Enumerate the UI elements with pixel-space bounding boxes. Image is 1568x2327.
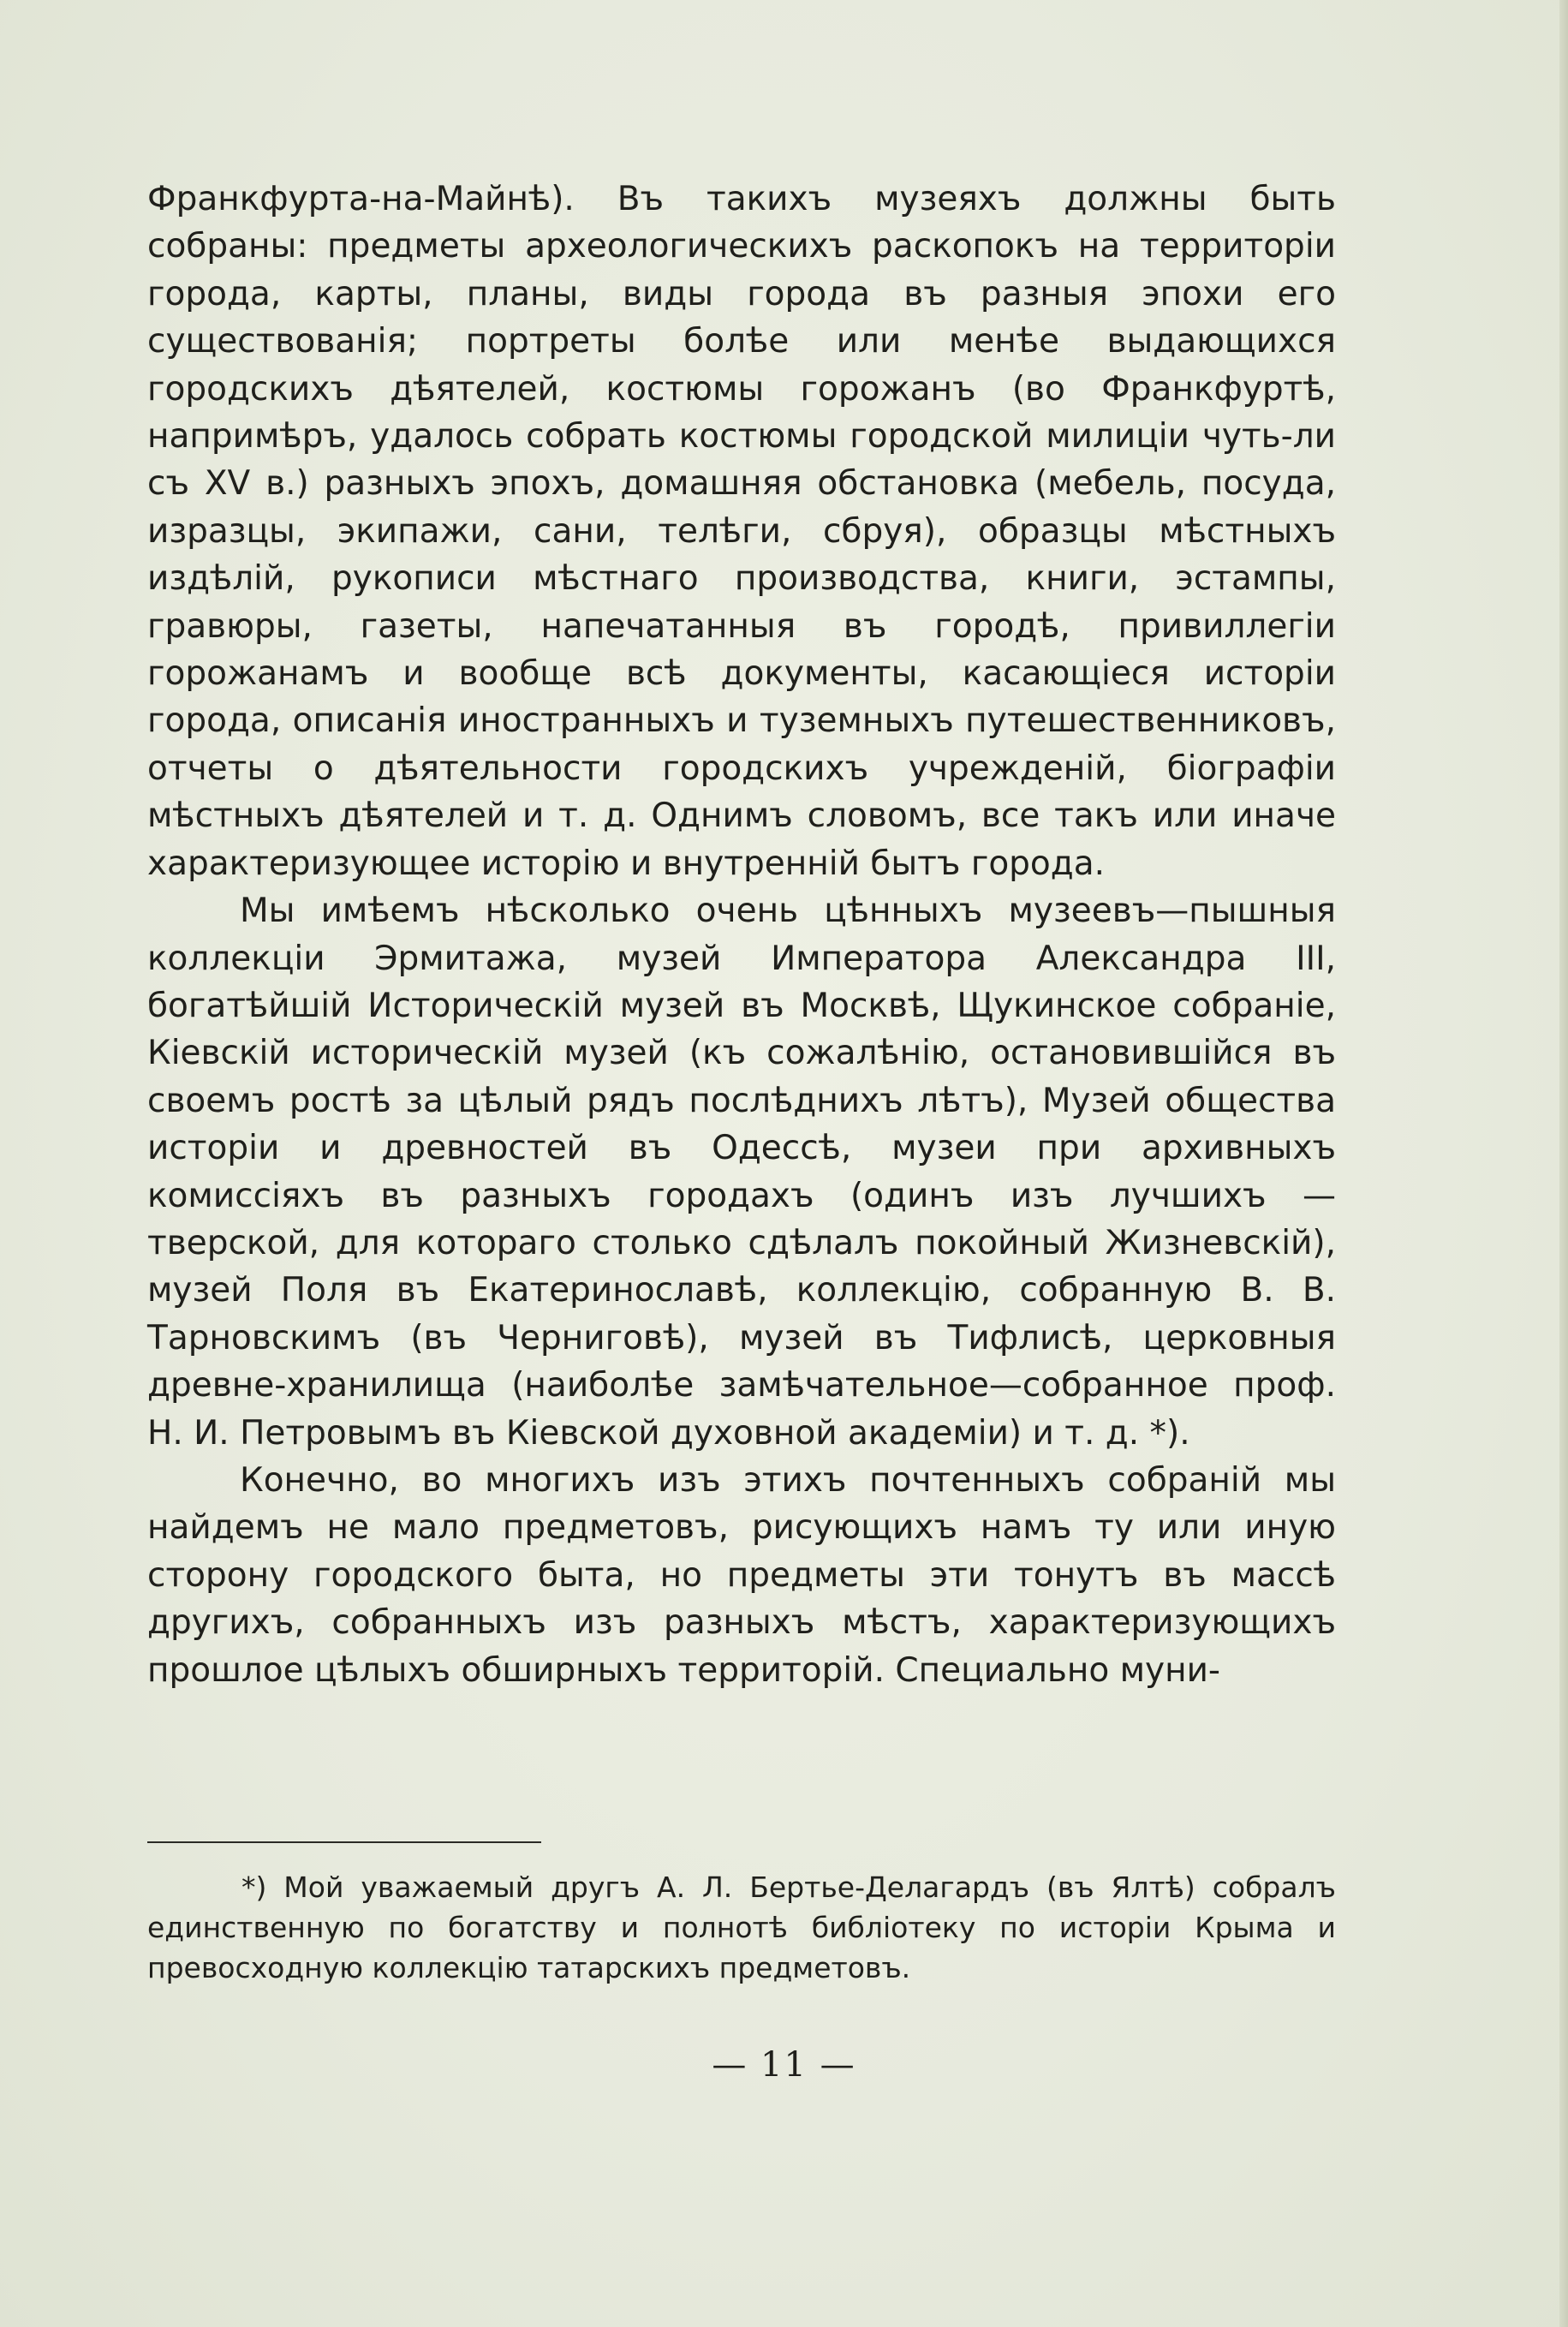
page-number: — 11 — <box>712 2045 856 2085</box>
body-text <box>147 176 1336 1694</box>
footnote: *) Мой уважаемый другъ А. Л. Бертье-Делагардъ (въ Ялтѣ) собралъ единственную по богатству и полнотѣ библіотеку по исторіи Крыма и превосходную коллекцію татарскихъ предметовъ. <box>147 1871 1336 1984</box>
paragraph-1: Франкфурта-на-Майнѣ). Въ такихъ музеяхъ должны быть собраны: предметы археологическихъ раскопокъ на территоріи города, карты, планы, виды города въ разныя эпохи его существованія; портреты болѣе или менѣе выдающихся городскихъ дѣятелей, костюмы горожанъ (во Франкфуртѣ, напримѣръ, удалось собрать костюмы городской милиціи чуть-ли съ XV в.) разныхъ эпохъ, домашняя обстановка (мебель, посуда, изразцы, экипажи, сани, телѣги, сбруя), образцы мѣстныхъ издѣлій, рукописи мѣстнаго производства, книги, эстампы, гравюры, газеты, напечатанныя въ городѣ, привиллегіи горожанамъ и вообще всѣ документы, касающіеся исторіи города, описанія иностранныхъ и туземныхъ путешественниковъ, отчеты о дѣятельности городскихъ учрежденій, біографіи мѣстныхъ дѣятелей и т. д. Однимъ словомъ, все такъ или иначе характеризующее исторію и внутренній бытъ города. <box>147 180 1336 883</box>
paragraph-3: Конечно, во многихъ изъ этихъ почтенныхъ собраній мы найдемъ не мало предметовъ, рисующихъ намъ ту или иную сторону городского быта, но предметы эти тонутъ въ массѣ другихъ, собранныхъ изъ разныхъ мѣстъ, характеризующихъ прошлое цѣлыхъ обширныхъ территорій. Специально муни- <box>147 1460 1336 1690</box>
page-edge <box>1559 0 1568 2327</box>
footnote-divider <box>147 1841 541 1843</box>
paragraph-2: Мы имѣемъ нѣсколько очень цѣнныхъ музеевъ—пышныя коллекціи Эрмитажа, музей Императора Александра III, богатѣйшій Историческій музей въ Москвѣ, Щукинское собраніе, Кіевскій историческій музей (къ сожалѣнію, остановившійся въ своемъ ростѣ за цѣлый рядъ послѣднихъ лѣтъ), Музей общества исторіи и древностей въ Одессѣ, музеи при архивныхъ комиссіяхъ въ разныхъ городахъ (одинъ изъ лучшихъ — тверской, для котораго столько сдѣлалъ покойный Жизневскій), музей Поля въ Екатеринославѣ, коллекцію, собранную В. В. Тарновскимъ (въ Черниговѣ), музей въ Тифлисѣ, церковныя древне-хранилища (наиболѣе замѣчательное—собранное проф. Н. И. Петровымъ въ Кіевской духовной академіи) и т. д. *). <box>147 892 1336 1453</box>
